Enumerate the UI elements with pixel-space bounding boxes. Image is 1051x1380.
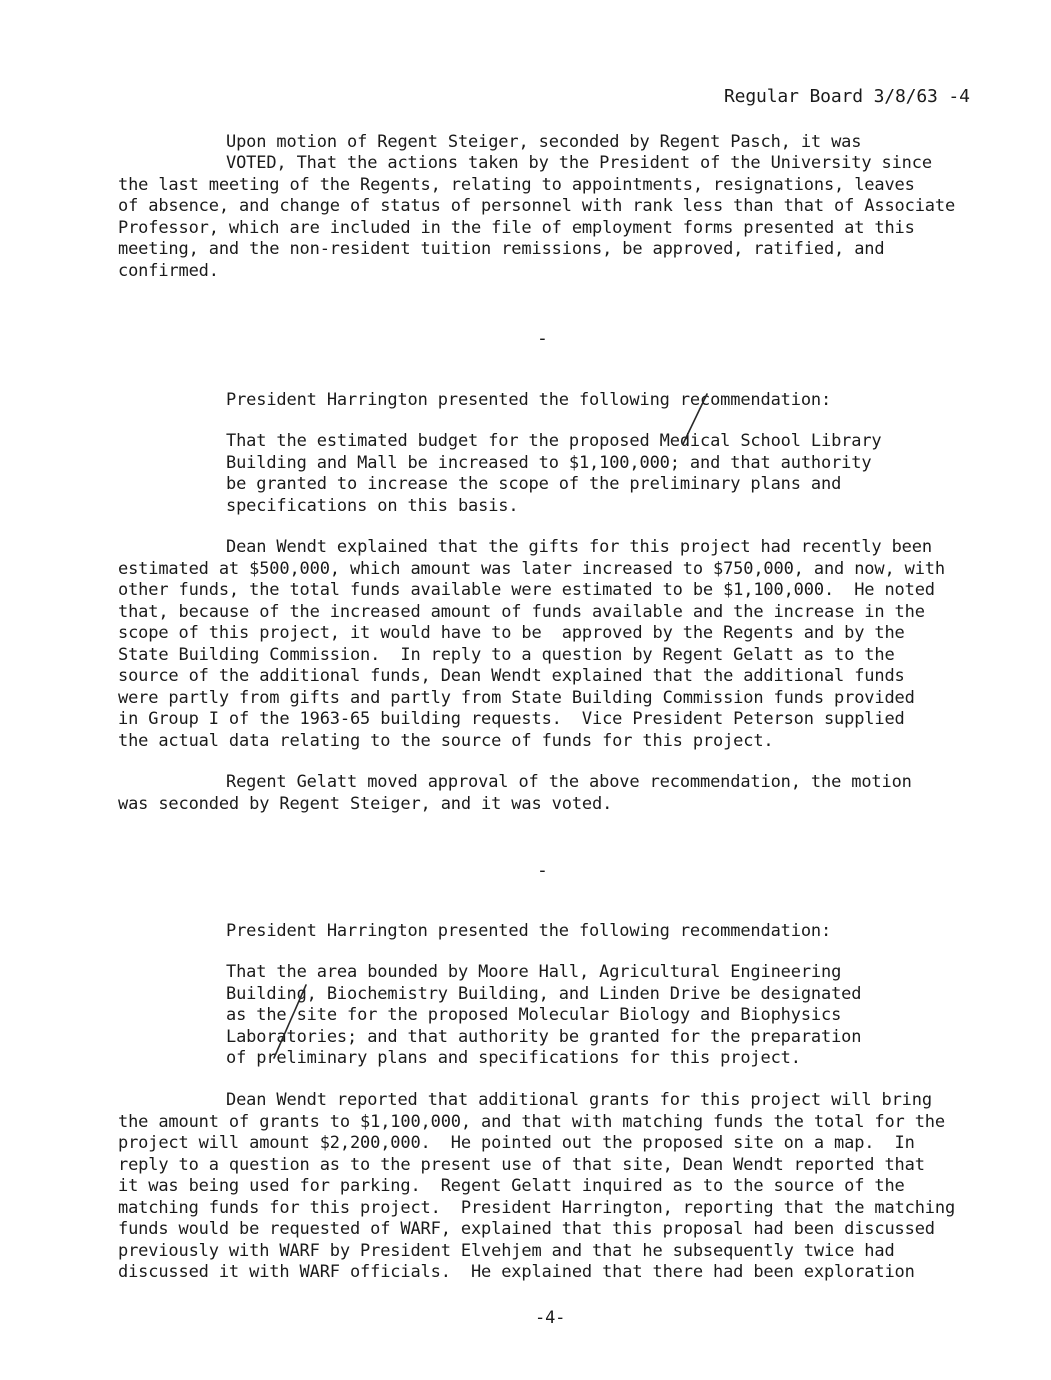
section1-line: VOTED, That the actions taken by the President of the University since xyxy=(226,153,932,173)
section-divider: - xyxy=(537,860,548,881)
recommendation-line: specifications on this basis. xyxy=(226,496,519,516)
section1-line: confirmed. xyxy=(118,261,219,281)
paragraph-line: were partly from gifts and partly from State Building Commission funds provided xyxy=(118,688,915,708)
paragraph-line: estimated at $500,000, which amount was later increased to $750,000, and now, with xyxy=(118,559,945,579)
paragraph-line: reply to a question as to the present use of that site, Dean Wendt reported that xyxy=(118,1155,925,1175)
paragraph-line: previously with WARF by President Elvehjem and that he subsequently twice had xyxy=(118,1241,895,1261)
paragraph-line: the amount of grants to $1,100,000, and that with matching funds the total for the xyxy=(118,1112,945,1132)
paragraph-line: scope of this project, it would have to be approved by the Regents and by the xyxy=(118,623,905,643)
recommendation-line: Building and Mall be increased to $1,100,000; and that authority xyxy=(226,453,872,473)
recommendation-line: Laboratories; and that authority be granted for the preparation xyxy=(226,1027,862,1047)
page-number: -4- xyxy=(535,1308,566,1328)
paragraph-line: funds would be requested of WARF, explained that this proposal had been discussed xyxy=(118,1219,935,1239)
recommendation-line: That the estimated budget for the proposed Medical School Library xyxy=(226,431,882,451)
recommendation-intro: President Harrington presented the following recommendation: xyxy=(226,921,832,941)
paragraph-line: discussed it with WARF officials. He explained that there had been exploration xyxy=(118,1262,915,1282)
section1-line: Upon motion of Regent Steiger, seconded by Regent Pasch, it was xyxy=(226,132,862,152)
paragraph-line: project will amount $2,200,000. He pointed out the proposed site on a map. In xyxy=(118,1133,915,1153)
paragraph-line: in Group I of the 1963-65 building requests. Vice President Peterson supplied xyxy=(118,709,905,729)
paragraph-line: matching funds for this project. President Harrington, reporting that the matching xyxy=(118,1198,956,1218)
recommendation-line: That the area bounded by Moore Hall, Agricultural Engineering xyxy=(226,962,842,982)
recommendation-line: Building, Biochemistry Building, and Linden Drive be designated xyxy=(226,984,862,1004)
page-header: Regular Board 3/8/63 -4 xyxy=(724,86,970,107)
paragraph-line: State Building Commission. In reply to a question by Regent Gelatt as to the xyxy=(118,645,895,665)
paragraph-line: that, because of the increased amount of funds available and the increase in the xyxy=(118,602,925,622)
paragraph-line: source of the additional funds, Dean Wendt explained that the additional funds xyxy=(118,666,905,686)
paragraph-line: other funds, the total funds available were estimated to be $1,100,000. He noted xyxy=(118,580,935,600)
paragraph-line: Dean Wendt explained that the gifts for this project had recently been xyxy=(226,537,932,557)
paragraph-line: was seconded by Regent Steiger, and it was voted. xyxy=(118,794,613,814)
recommendation-line: of preliminary plans and specifications for this project. xyxy=(226,1048,801,1068)
section1-line: the last meeting of the Regents, relating to appointments, resignations, leaves xyxy=(118,175,915,195)
recommendation-line: as the site for the proposed Molecular Biology and Biophysics xyxy=(226,1005,842,1025)
section1-line: meeting, and the non-resident tuition remissions, be approved, ratified, and xyxy=(118,239,885,259)
recommendation-line: be granted to increase the scope of the preliminary plans and xyxy=(226,474,842,494)
paragraph-line: the actual data relating to the source of funds for this project. xyxy=(118,731,774,751)
handwritten-check-mark xyxy=(680,392,710,448)
paragraph-line: Regent Gelatt moved approval of the above recommendation, the motion xyxy=(226,772,912,792)
section1-line: of absence, and change of status of personnel with rank less than that of Associate xyxy=(118,196,956,216)
section-divider: - xyxy=(537,328,548,349)
handwritten-check-mark xyxy=(270,982,310,1062)
paragraph-line: it was being used for parking. Regent Gelatt inquired as to the source of the xyxy=(118,1176,905,1196)
recommendation-intro: President Harrington presented the following recommendation: xyxy=(226,390,832,410)
paragraph-line: Dean Wendt reported that additional grants for this project will bring xyxy=(226,1090,932,1110)
section1-line: Professor, which are included in the file of employment forms presented at this xyxy=(118,218,915,238)
